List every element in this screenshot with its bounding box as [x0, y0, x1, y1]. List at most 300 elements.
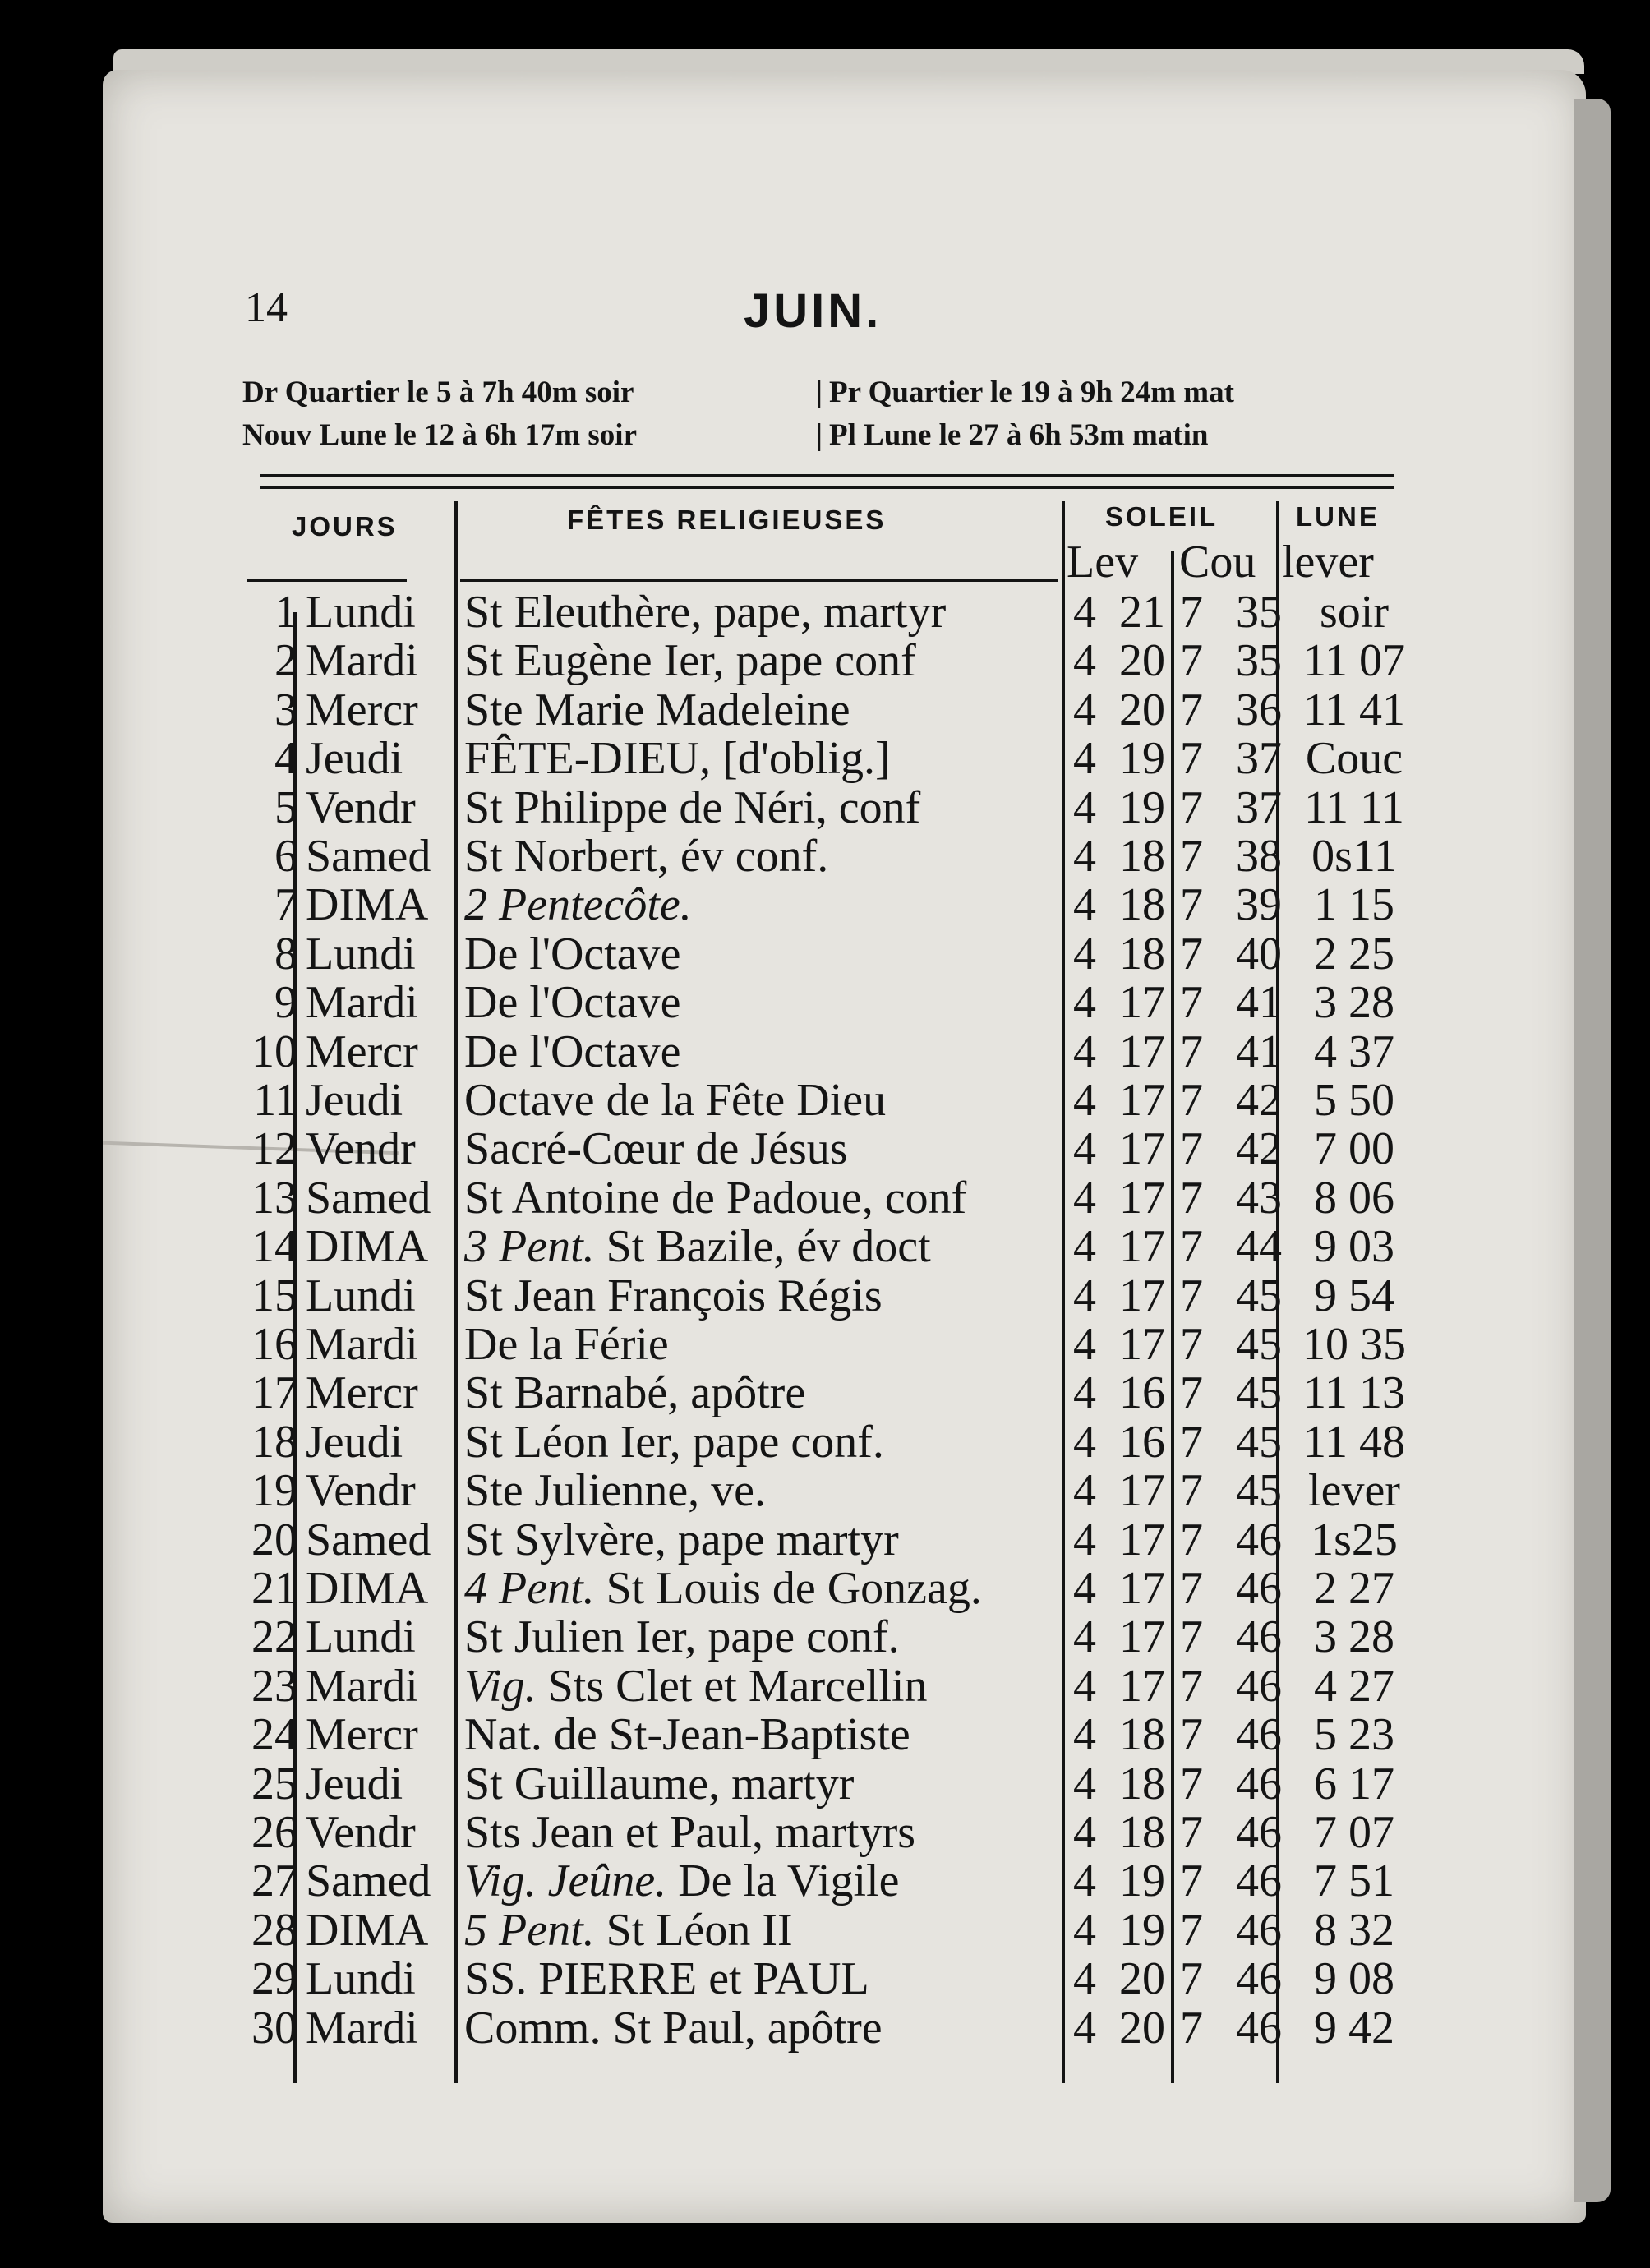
feast: [464, 1027, 681, 1076]
day-number: 15: [251, 1270, 297, 1321]
sunset-hour: 7: [1180, 2002, 1203, 2054]
feast: [464, 588, 946, 637]
sunset-minute: 39: [1236, 879, 1282, 931]
sunrise-hour: 4: [1073, 1953, 1096, 2005]
feast-name: De la Vigile: [666, 1855, 900, 1907]
weekday: DIMA: [306, 1563, 429, 1614]
weekday: Vendr: [306, 781, 416, 833]
calendar-row: [0, 1076, 1650, 1125]
sunset-hour: 7: [1180, 1758, 1203, 1809]
weekday: Vendr: [306, 1123, 416, 1175]
weekday: Vendr: [306, 1465, 416, 1517]
feast: [464, 1515, 899, 1565]
moon-time: 1 15: [1314, 879, 1394, 931]
sunset-minute: 45: [1236, 1367, 1282, 1419]
sunset-hour: 7: [1180, 928, 1203, 980]
feast-name: Ste Julienne, ve.: [464, 1465, 767, 1517]
sunrise-hour: 4: [1073, 733, 1096, 785]
calendar-row: [0, 1808, 1650, 1857]
phase-nouvelle-lune: Nouv Lune le 12 à 6h 17m soir: [242, 418, 638, 452]
sunset-hour: 7: [1180, 1075, 1203, 1126]
feast: [464, 734, 891, 783]
sunset-minute: 35: [1236, 635, 1282, 687]
header-jours: JOURS: [292, 511, 398, 542]
calendar-row: [0, 783, 1650, 832]
sunrise-hour: 4: [1073, 1221, 1096, 1273]
phase-separator: |: [815, 376, 823, 409]
day-number: 30: [251, 2002, 297, 2054]
sunset-minute: 46: [1236, 1611, 1282, 1663]
sunset-minute: 46: [1236, 1709, 1282, 1761]
sunset-hour: 7: [1180, 1123, 1203, 1175]
weekday: Samed: [306, 1172, 431, 1224]
sunrise-minute: 18: [1119, 928, 1165, 980]
sunrise-hour: 4: [1073, 1807, 1096, 1858]
feast-prefix: 4 Pent.: [464, 1563, 595, 1614]
sunset-hour: 7: [1180, 1026, 1203, 1077]
sunrise-minute: 17: [1119, 1514, 1165, 1565]
moon-time: lever: [1308, 1465, 1400, 1517]
sunrise-hour: 4: [1073, 1660, 1096, 1712]
weekday: Lundi: [306, 1953, 416, 2005]
sunrise-minute: 17: [1119, 1270, 1165, 1321]
moon-time: 9 54: [1314, 1270, 1394, 1321]
moon-time: 8 06: [1314, 1172, 1394, 1224]
day-number: 23: [251, 1660, 297, 1712]
header-lever: lever: [1282, 537, 1374, 588]
day-number: 17: [251, 1367, 297, 1419]
weekday: DIMA: [306, 1904, 429, 1956]
weekday: Mercr: [306, 684, 418, 735]
sunrise-minute: 17: [1119, 1075, 1165, 1126]
weekday: Samed: [306, 1514, 431, 1565]
day-number: 29: [251, 1953, 297, 2005]
moon-time: 0s11: [1311, 831, 1397, 882]
weekday: Mercr: [306, 1709, 418, 1761]
phase-pleine-lune: Pl Lune le 27 à 6h 53m matin: [829, 418, 1209, 452]
calendar-row: [0, 636, 1650, 685]
calendar-row: [0, 1222, 1650, 1271]
moon-time: 7 51: [1314, 1855, 1394, 1907]
feast-name: St Léon Ier, pape conf.: [464, 1416, 884, 1468]
sunrise-hour: 4: [1073, 587, 1096, 638]
sunrise-hour: 4: [1073, 928, 1096, 980]
sunset-minute: 46: [1236, 2002, 1282, 2054]
sunset-hour: 7: [1180, 831, 1203, 882]
day-number: 21: [251, 1563, 297, 1614]
sunset-minute: 45: [1236, 1319, 1282, 1370]
sunset-minute: 46: [1236, 1660, 1282, 1712]
calendar-row: [0, 1906, 1650, 1955]
sunrise-hour: 4: [1073, 2002, 1096, 2054]
feast-name: Sts Clet et Marcellin: [536, 1660, 928, 1712]
sunset-minute: 46: [1236, 1807, 1282, 1858]
sunrise-minute: 17: [1119, 1465, 1165, 1517]
sunset-hour: 7: [1180, 1416, 1203, 1468]
feast-name: St Jean François Régis: [464, 1270, 883, 1321]
calendar-row: [0, 1710, 1650, 1759]
feast-name: Octave de la Fête Dieu: [464, 1075, 887, 1126]
sunrise-hour: 4: [1073, 1075, 1096, 1126]
feast-prefix: 2 Pentecôte.: [464, 879, 692, 931]
moon-time: 11 11: [1304, 781, 1404, 833]
feast: [464, 1466, 766, 1515]
sunset-hour: 7: [1180, 1172, 1203, 1224]
weekday: Mardi: [306, 977, 418, 1029]
feast-prefix: Vig. Jeûne.: [464, 1855, 667, 1907]
feast: [464, 1418, 884, 1467]
weekday: Samed: [306, 831, 431, 882]
sunset-minute: 45: [1236, 1465, 1282, 1517]
month-title: JUIN.: [744, 284, 883, 338]
sunset-minute: 41: [1236, 1026, 1282, 1077]
moon-time: 3 28: [1314, 1611, 1394, 1663]
header-soleil: SOLEIL: [1105, 501, 1219, 532]
feast: [464, 1759, 854, 1809]
feast: [464, 929, 681, 979]
feast-name: Ste Marie Madeleine: [464, 684, 850, 735]
header-fetes: FÊTES RELIGIEUSES: [567, 505, 887, 535]
calendar-row: [0, 685, 1650, 735]
feast: [464, 1856, 900, 1906]
feast-name: St Eugène Ier, pape conf: [464, 635, 916, 687]
sunrise-minute: 17: [1119, 1611, 1165, 1663]
feast: [464, 1808, 915, 1857]
calendar-row: [0, 1954, 1650, 2003]
sunset-hour: 7: [1180, 1319, 1203, 1370]
sunset-minute: 46: [1236, 1758, 1282, 1809]
sunset-hour: 7: [1180, 1465, 1203, 1517]
moon-time: 6 17: [1314, 1758, 1394, 1809]
phase-row-2: [242, 414, 1397, 457]
moon-time: 11 48: [1303, 1416, 1405, 1468]
sunrise-minute: 18: [1119, 1709, 1165, 1761]
feast-name: FÊTE-DIEU, [d'oblig.]: [464, 733, 891, 785]
moon-time: soir: [1320, 587, 1389, 638]
sunset-hour: 7: [1180, 1807, 1203, 1858]
sunrise-minute: 20: [1119, 635, 1165, 687]
feast-prefix: Vig.: [464, 1660, 537, 1712]
sunrise-minute: 17: [1119, 1123, 1165, 1175]
sunset-hour: 7: [1180, 1611, 1203, 1663]
sunrise-minute: 18: [1119, 1807, 1165, 1858]
feast: [464, 1124, 848, 1173]
day-number: 7: [274, 879, 297, 931]
calendar-row: [0, 588, 1650, 637]
weekday: Lundi: [306, 587, 416, 638]
weekday: Mardi: [306, 635, 418, 687]
moon-time: 5 50: [1314, 1075, 1394, 1126]
day-number: 22: [251, 1611, 297, 1663]
sunrise-minute: 17: [1119, 977, 1165, 1029]
feast-name: Sacré-Cœur de Jésus: [464, 1123, 848, 1175]
weekday: Jeudi: [306, 1758, 403, 1809]
day-number: 1: [274, 587, 297, 638]
sunrise-hour: 4: [1073, 1416, 1096, 1468]
feast: [464, 832, 828, 881]
feast: [464, 1612, 900, 1662]
sunset-minute: 40: [1236, 928, 1282, 980]
sunrise-hour: 4: [1073, 1514, 1096, 1565]
day-number: 4: [274, 733, 297, 785]
sunrise-hour: 4: [1073, 1904, 1096, 1956]
sunset-hour: 7: [1180, 1660, 1203, 1712]
sunset-hour: 7: [1180, 1367, 1203, 1419]
sunset-minute: 36: [1236, 684, 1282, 735]
moon-time: 7 07: [1314, 1807, 1394, 1858]
calendar-row: [0, 978, 1650, 1027]
weekday: Mercr: [306, 1367, 418, 1419]
day-number: 10: [251, 1026, 297, 1077]
weekday: Jeudi: [306, 733, 403, 785]
feast: [464, 783, 920, 832]
calendar-row: [0, 734, 1650, 783]
feast-name: De l'Octave: [464, 977, 681, 1029]
day-number: 5: [274, 781, 297, 833]
calendar-row: [0, 1662, 1650, 1711]
sunset-minute: 46: [1236, 1855, 1282, 1907]
calendar-row: [0, 929, 1650, 979]
sunrise-hour: 4: [1073, 781, 1096, 833]
day-number: 20: [251, 1514, 297, 1565]
calendar-row: [0, 1564, 1650, 1613]
top-rule-1: [260, 474, 1394, 477]
weekday: DIMA: [306, 1221, 429, 1273]
feast: [464, 1271, 883, 1321]
feast-name: St Sylvère, pape martyr: [464, 1514, 899, 1565]
sunset-hour: 7: [1180, 781, 1203, 833]
phase-premier-quartier: Pr Quartier le 19 à 9h 24m mat: [829, 376, 1234, 409]
sunrise-minute: 17: [1119, 1172, 1165, 1224]
moon-time: 3 28: [1314, 977, 1394, 1029]
weekday: Lundi: [306, 1611, 416, 1663]
sunrise-hour: 4: [1073, 1758, 1096, 1809]
sunrise-hour: 4: [1073, 1026, 1096, 1077]
sunrise-hour: 4: [1073, 1563, 1096, 1614]
sunset-hour: 7: [1180, 635, 1203, 687]
sunrise-hour: 4: [1073, 1709, 1096, 1761]
sunrise-hour: 4: [1073, 1270, 1096, 1321]
weekday: Jeudi: [306, 1416, 403, 1468]
feast: [464, 685, 850, 735]
moon-time: 9 42: [1314, 2002, 1394, 2054]
sunrise-minute: 18: [1119, 831, 1165, 882]
feast-name: St Barnabé, apôtre: [464, 1367, 806, 1419]
fetes-underline: [460, 579, 1058, 582]
sunset-minute: 42: [1236, 1075, 1282, 1126]
moon-time: 11 07: [1303, 635, 1405, 687]
day-number: 19: [251, 1465, 297, 1517]
feast: [464, 1320, 669, 1369]
day-number: 14: [251, 1221, 297, 1273]
day-number: 6: [274, 831, 297, 882]
calendar-row: [0, 1271, 1650, 1321]
sunset-hour: 7: [1180, 587, 1203, 638]
weekday: Lundi: [306, 1270, 416, 1321]
feast: [464, 1173, 966, 1223]
feast-name: St Philippe de Néri, conf: [464, 781, 921, 833]
sunset-hour: 7: [1180, 1563, 1203, 1614]
sunrise-minute: 17: [1119, 1319, 1165, 1370]
sunset-minute: 37: [1236, 781, 1282, 833]
day-number: 12: [251, 1123, 297, 1175]
header-cou: Cou: [1179, 537, 1256, 588]
day-number: 16: [251, 1319, 297, 1370]
day-number: 25: [251, 1758, 297, 1809]
sunset-minute: 46: [1236, 1514, 1282, 1565]
moon-time: 4 37: [1314, 1026, 1394, 1077]
moon-time: 11 41: [1303, 684, 1405, 735]
sunrise-minute: 17: [1119, 1026, 1165, 1077]
sunrise-minute: 17: [1119, 1221, 1165, 1273]
phase-row-1: [242, 371, 1397, 414]
phase-dernier-quartier: Dr Quartier le 5 à 7h 40m soir: [242, 376, 634, 409]
feast-name: Sts Jean et Paul, martyrs: [464, 1807, 916, 1858]
calendar-row: [0, 880, 1650, 929]
feast: [464, 978, 681, 1027]
sunrise-minute: 20: [1119, 2002, 1165, 2054]
day-number: 28: [251, 1904, 297, 1956]
moon-time: 2 27: [1314, 1563, 1394, 1614]
feast-prefix: 5 Pent.: [464, 1904, 595, 1956]
day-number: 24: [251, 1709, 297, 1761]
feast-name: De l'Octave: [464, 1026, 681, 1077]
sunrise-hour: 4: [1073, 831, 1096, 882]
day-number: 13: [251, 1172, 297, 1224]
calendar-row: [0, 1418, 1650, 1467]
sunset-hour: 7: [1180, 733, 1203, 785]
feast: [464, 1906, 793, 1955]
moon-time: Couc: [1305, 733, 1403, 785]
sunrise-minute: 20: [1119, 684, 1165, 735]
jours-underline: [247, 579, 407, 582]
sunset-hour: 7: [1180, 1270, 1203, 1321]
moon-time: 9 03: [1314, 1221, 1394, 1273]
feast: [464, 2003, 883, 2053]
moon-time: 2 25: [1314, 928, 1394, 980]
day-number: 11: [253, 1075, 297, 1126]
day-number: 9: [274, 977, 297, 1029]
weekday: Jeudi: [306, 1075, 403, 1126]
sunset-minute: 37: [1236, 733, 1282, 785]
feast: [464, 1564, 982, 1613]
calendar-row: [0, 1856, 1650, 1906]
moon-time: 8 32: [1314, 1904, 1394, 1956]
feast-name: De l'Octave: [464, 928, 681, 980]
calendar-row: [0, 1173, 1650, 1223]
weekday: Lundi: [306, 928, 416, 980]
sunrise-minute: 16: [1119, 1416, 1165, 1468]
sunrise-minute: 21: [1119, 587, 1165, 638]
sunset-minute: 43: [1236, 1172, 1282, 1224]
sunset-hour: 7: [1180, 1709, 1203, 1761]
sunset-minute: 35: [1236, 587, 1282, 638]
calendar-row: [0, 1466, 1650, 1515]
calendar-row: [0, 1124, 1650, 1173]
sunset-hour: 7: [1180, 1953, 1203, 2005]
moon-time: 9 08: [1314, 1953, 1394, 2005]
sunrise-hour: 4: [1073, 635, 1096, 687]
sunset-minute: 42: [1236, 1123, 1282, 1175]
feast: [464, 1954, 869, 2003]
feast-name: Nat. de St-Jean-Baptiste: [464, 1709, 910, 1761]
moon-time: 4 27: [1314, 1660, 1394, 1712]
day-number: 18: [251, 1416, 297, 1468]
sunrise-hour: 4: [1073, 1611, 1096, 1663]
day-number: 26: [251, 1807, 297, 1858]
sunset-hour: 7: [1180, 879, 1203, 931]
moon-time: 1s25: [1311, 1514, 1398, 1565]
sunset-minute: 46: [1236, 1953, 1282, 2005]
sunset-minute: 45: [1236, 1416, 1282, 1468]
sunset-minute: 44: [1236, 1221, 1282, 1273]
feast-name: De la Férie: [464, 1319, 669, 1370]
weekday: Samed: [306, 1855, 431, 1907]
sunrise-minute: 18: [1119, 879, 1165, 931]
calendar-row: [0, 1612, 1650, 1662]
sunset-minute: 46: [1236, 1563, 1282, 1614]
feast: [464, 1222, 931, 1271]
sunrise-minute: 17: [1119, 1660, 1165, 1712]
calendar-row: [0, 1027, 1650, 1076]
weekday: Mardi: [306, 1319, 418, 1370]
moon-time: 10 35: [1302, 1319, 1406, 1370]
moon-time: 7 00: [1314, 1123, 1394, 1175]
weekday: Mardi: [306, 1660, 418, 1712]
sunrise-hour: 4: [1073, 1319, 1096, 1370]
sunrise-hour: 4: [1073, 1367, 1096, 1419]
sunrise-minute: 16: [1119, 1367, 1165, 1419]
feast-name: St Bazile, év doct: [594, 1221, 931, 1273]
feast-name: St Antoine de Padoue, conf: [464, 1172, 967, 1224]
sunset-minute: 45: [1236, 1270, 1282, 1321]
sunrise-minute: 19: [1119, 733, 1165, 785]
feast: [464, 1368, 805, 1418]
calendar-row: [0, 1759, 1650, 1809]
sunrise-minute: 18: [1119, 1758, 1165, 1809]
moon-time: 11 13: [1303, 1367, 1405, 1419]
sunset-hour: 7: [1180, 1221, 1203, 1273]
weekday: Vendr: [306, 1807, 416, 1858]
sunset-hour: 7: [1180, 1904, 1203, 1956]
sunset-minute: 41: [1236, 977, 1282, 1029]
sunrise-hour: 4: [1073, 1123, 1096, 1175]
sunrise-minute: 17: [1119, 1563, 1165, 1614]
feast: [464, 880, 692, 929]
sunrise-hour: 4: [1073, 1172, 1096, 1224]
feast-name: St Eleuthère, pape, martyr: [464, 587, 947, 638]
feast-prefix: 3 Pent.: [464, 1221, 595, 1273]
sunrise-minute: 19: [1119, 1904, 1165, 1956]
sunrise-hour: 4: [1073, 1855, 1096, 1907]
weekday: Mardi: [306, 2002, 418, 2054]
feast: [464, 636, 916, 685]
sunset-hour: 7: [1180, 977, 1203, 1029]
sunset-minute: 46: [1236, 1904, 1282, 1956]
sunrise-minute: 19: [1119, 1855, 1165, 1907]
calendar-row: [0, 1368, 1650, 1418]
feast: [464, 1076, 886, 1125]
phase-separator: |: [815, 418, 823, 452]
weekday: Mercr: [306, 1026, 418, 1077]
sunset-minute: 38: [1236, 831, 1282, 882]
sunset-hour: 7: [1180, 684, 1203, 735]
calendar-row: [0, 832, 1650, 881]
feast: [464, 1710, 910, 1759]
day-number: 8: [274, 928, 297, 980]
feast-name: St Léon II: [594, 1904, 793, 1956]
feast-name: St Norbert, év conf.: [464, 831, 829, 882]
